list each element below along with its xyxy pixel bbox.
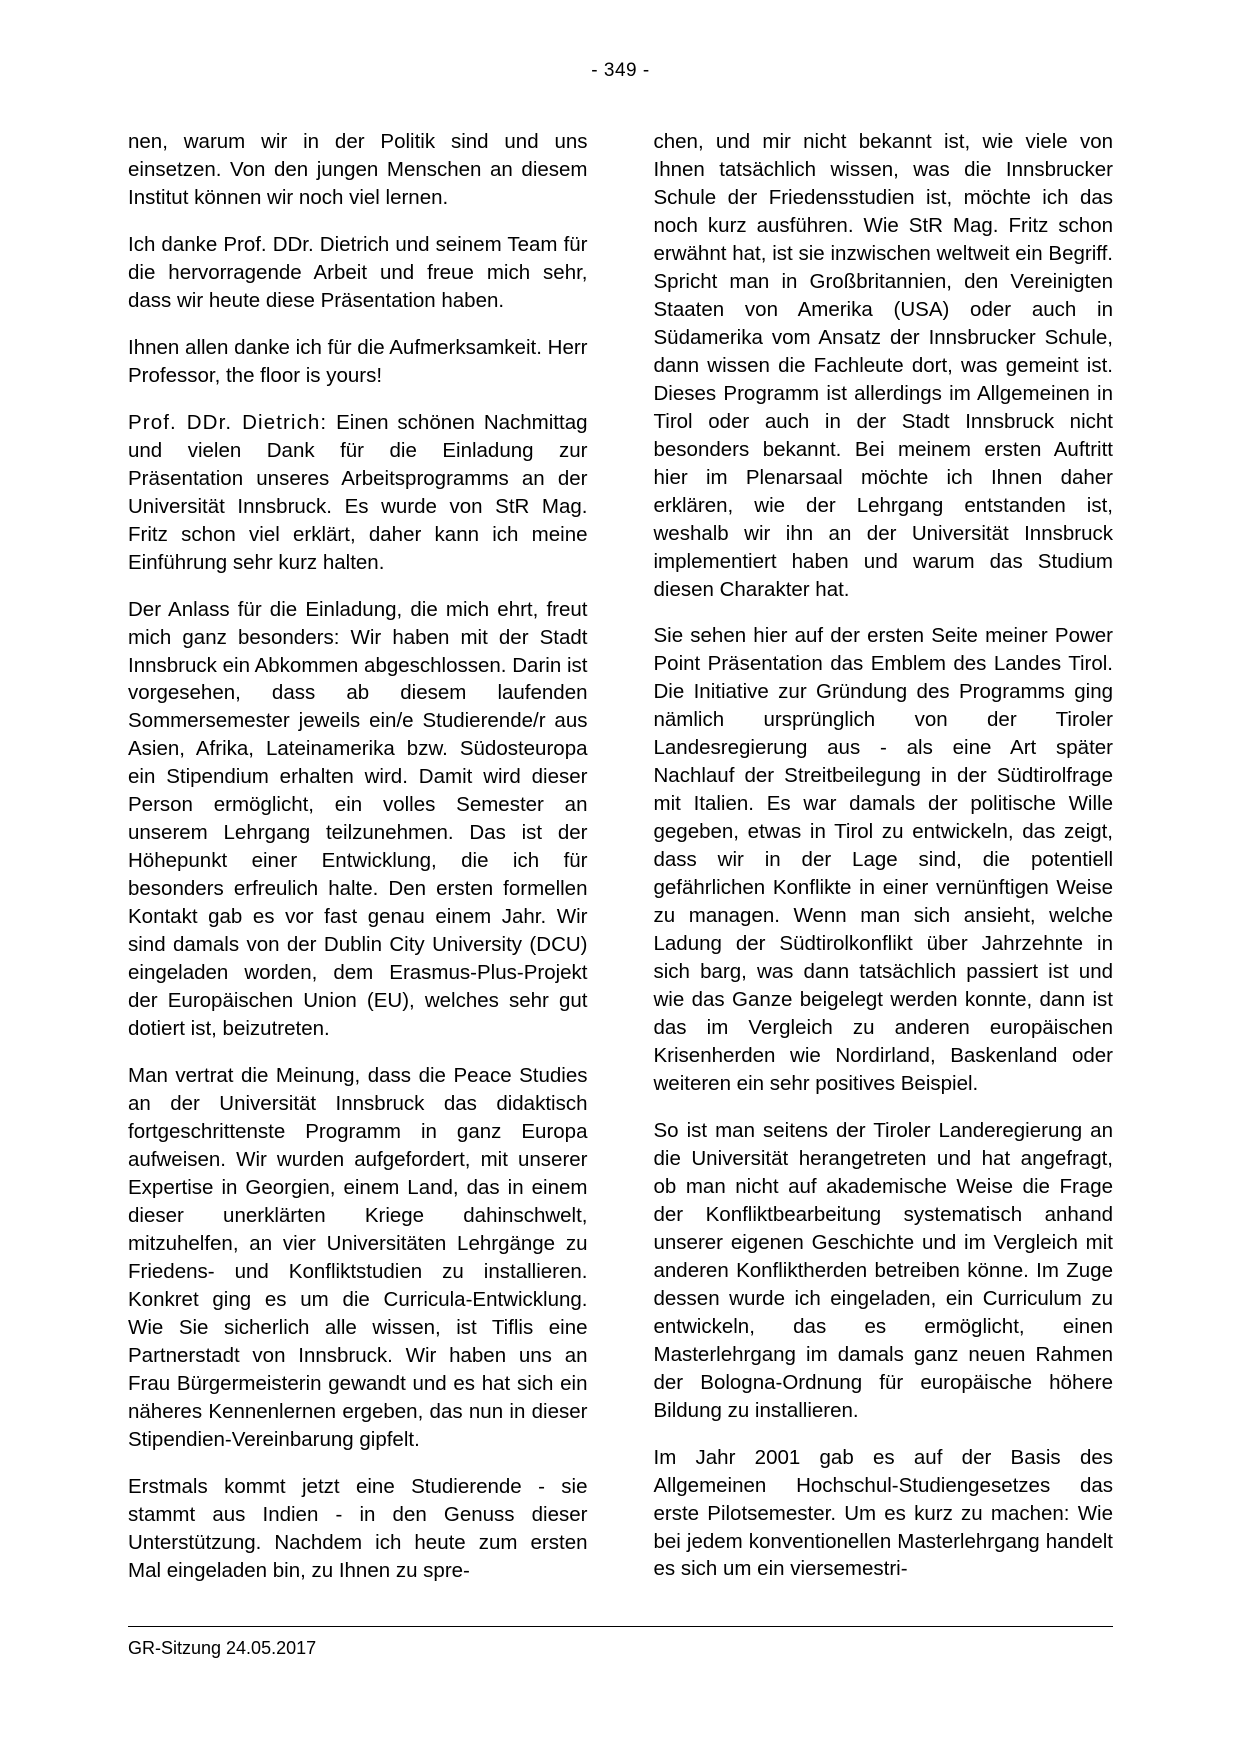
paragraph: Der Anlass für die Einladung, die mich ehrt, freut mich ganz besonders: Wir haben mit der Stadt Innsbruck ein Abkommen abgeschlossen. Darin ist vorgesehen, dass ab diesem laufenden Sommersemester jeweils ein/e Studierende/r aus Asien, Afrika, Lateinamerika bzw. Südosteuropa ein Stipendium erhalten wird. Damit wird dieser Person ermöglicht, ein volles Semester an unserem Lehrgang teilzunehmen. Das ist der Höhepunkt einer Entwicklung, die ich für besonders erfreulich halte. Den ersten formellen Kontakt gab es vor fast genau einem Jahr. Wir sind damals von der Dublin City University (DCU) eingeladen worden, dem Erasmus-Plus-Projekt der Europäischen Union (EU), welches sehr gut dotiert ist, beizutreten.	[128, 597, 588, 1041]
column-left	[128, 128, 588, 1585]
paragraph: nen, warum wir in der Politik sind und uns einsetzen. Von den jungen Menschen an diesem Institut können wir noch viel lernen.	[128, 130, 588, 209]
paragraph-speaker	[128, 409, 588, 577]
speaker-label: Prof. DDr. Dietrich:	[128, 410, 328, 434]
paragraph: chen, und mir nicht bekannt ist, wie viele von Ihnen tatsächlich wissen, was die Innsbrucker Schule der Friedensstudien ist, möchte ich das noch kurz ausführen. Wie StR Mag. Fritz schon erwähnt hat, ist sie inzwischen weltweit ein Begriff. Spricht man in Großbritannien, den Vereinigten Staaten von Amerika (USA) oder auch in Südamerika vom Ansatz der Innsbrucker Schule, dann wissen die Fachleute dort, was gemeint ist. Dieses Programm ist allerdings im Allgemeinen in Tirol oder auch in der Stadt Innsbruck nicht besonders bekannt. Bei meinem ersten Auftritt hier im Plenarsaal möchte ich Ihnen daher erklären, wie der Lehrgang entstanden ist, weshalb wir ihn an der Universität Innsbruck implementiert haben und warum das Studium diesen Charakter hat.	[653, 130, 1113, 601]
footer-text: GR-Sitzung 24.05.2017	[128, 1638, 317, 1658]
page-content	[128, 128, 1113, 1585]
column-right	[654, 128, 1114, 1585]
paragraph: Im Jahr 2001 gab es auf der Basis des Allgemeinen Hochschul-Studiengesetzes das erste Pilotsemester. Um es kurz zu machen: Wie bei jedem konventionellen Masterlehrgang handelt es sich um ein viersemestri-	[653, 1445, 1113, 1581]
paragraph: Ich danke Prof. DDr. Dietrich und seinem Team für die hervorragende Arbeit und freue mich sehr, dass wir heute diese Präsentation haben.	[128, 232, 588, 312]
paragraph: Ihnen allen danke ich für die Aufmerksamkeit. Herr Professor, the floor is yours!	[128, 335, 588, 387]
page-number: - 349 -	[591, 60, 650, 81]
footer-divider	[128, 1626, 1113, 1627]
paragraph: Sie sehen hier auf der ersten Seite meiner Power Point Präsentation das Emblem des Landes Tirol. Die Initiative zur Gründung des Programms ging nämlich ursprünglich von der Tiroler Landesregierung aus - als eine Art später Nachlauf der Streitbeilegung in der Südtirolfrage mit Italien. Es war damals der politische Wille gegeben, etwas in Tirol zu entwickeln, das zeigt, dass wir in der Lage sind, die potentiell gefährlichen Konflikte in einer vernünftigen Weise zu managen. Wenn man sich ansieht, welche Ladung der Südtirolkonflikt über Jahrzehnte in sich barg, was dann tatsächlich passiert ist und wie das Ganze beigelegt werden konnte, dann ist das im Vergleich zu anderen europäischen Krisenherden wie Nordirland, Baskenland oder weiteren ein sehr positives Beispiel.	[653, 624, 1113, 1095]
paragraph: So ist man seitens der Tiroler Landeregierung an die Universität herangetreten und hat angefragt, ob man nicht auf akademische Weise die Frage der Konfliktbearbeitung systematisch anhand unserer eigenen Geschichte und im Vergleich mit anderen Konfliktherden betreiben könne. Im Zuge dessen wurde ich eingeladen, ein Curriculum zu entwickeln, das es ermöglicht, einen Masterlehrgang im damals ganz neuen Rahmen der Bologna-Ordnung für europäische höhere Bildung zu installieren.	[653, 1118, 1113, 1422]
paragraph: Man vertrat die Meinung, dass die Peace Studies an der Universität Innsbruck das didaktisch fortgeschrittenste Programm in ganz Europa aufweisen. Wir wurden aufgefordert, mit unserer Expertise in Georgien, einem Land, das in einem dieser unerklärten Kriege dahinschwelt, mitzuhelfen, an vier Universitäten Lehrgänge zu Friedens- und Konfliktstudien zu installieren. Konkret ging es um die Curricula-Entwicklung. Wie Sie sicherlich alle wissen, ist Tiflis eine Partnerstadt von Innsbruck. Wir haben uns an Frau Bürgermeisterin gewandt und es hat sich ein näheres Kennenlernen ergeben, das nun in dieser Stipendien-Vereinbarung gipfelt.	[128, 1064, 588, 1451]
paragraph: Erstmals kommt jetzt eine Studierende - sie stammt aus Indien - in den Genuss dieser Unterstützung. Nachdem ich heute zum ersten Mal eingeladen bin, zu Ihnen zu spre-	[128, 1474, 588, 1582]
paragraph-text: Einen schönen Nachmittag und vielen Dank für die Einladung zur Präsentation unseres Arbeitsprogramms an der Universität Innsbruck. Es wurde von StR Mag. Fritz schon viel erklärt, daher kann ich meine Einführung sehr kurz halten.	[128, 410, 588, 574]
